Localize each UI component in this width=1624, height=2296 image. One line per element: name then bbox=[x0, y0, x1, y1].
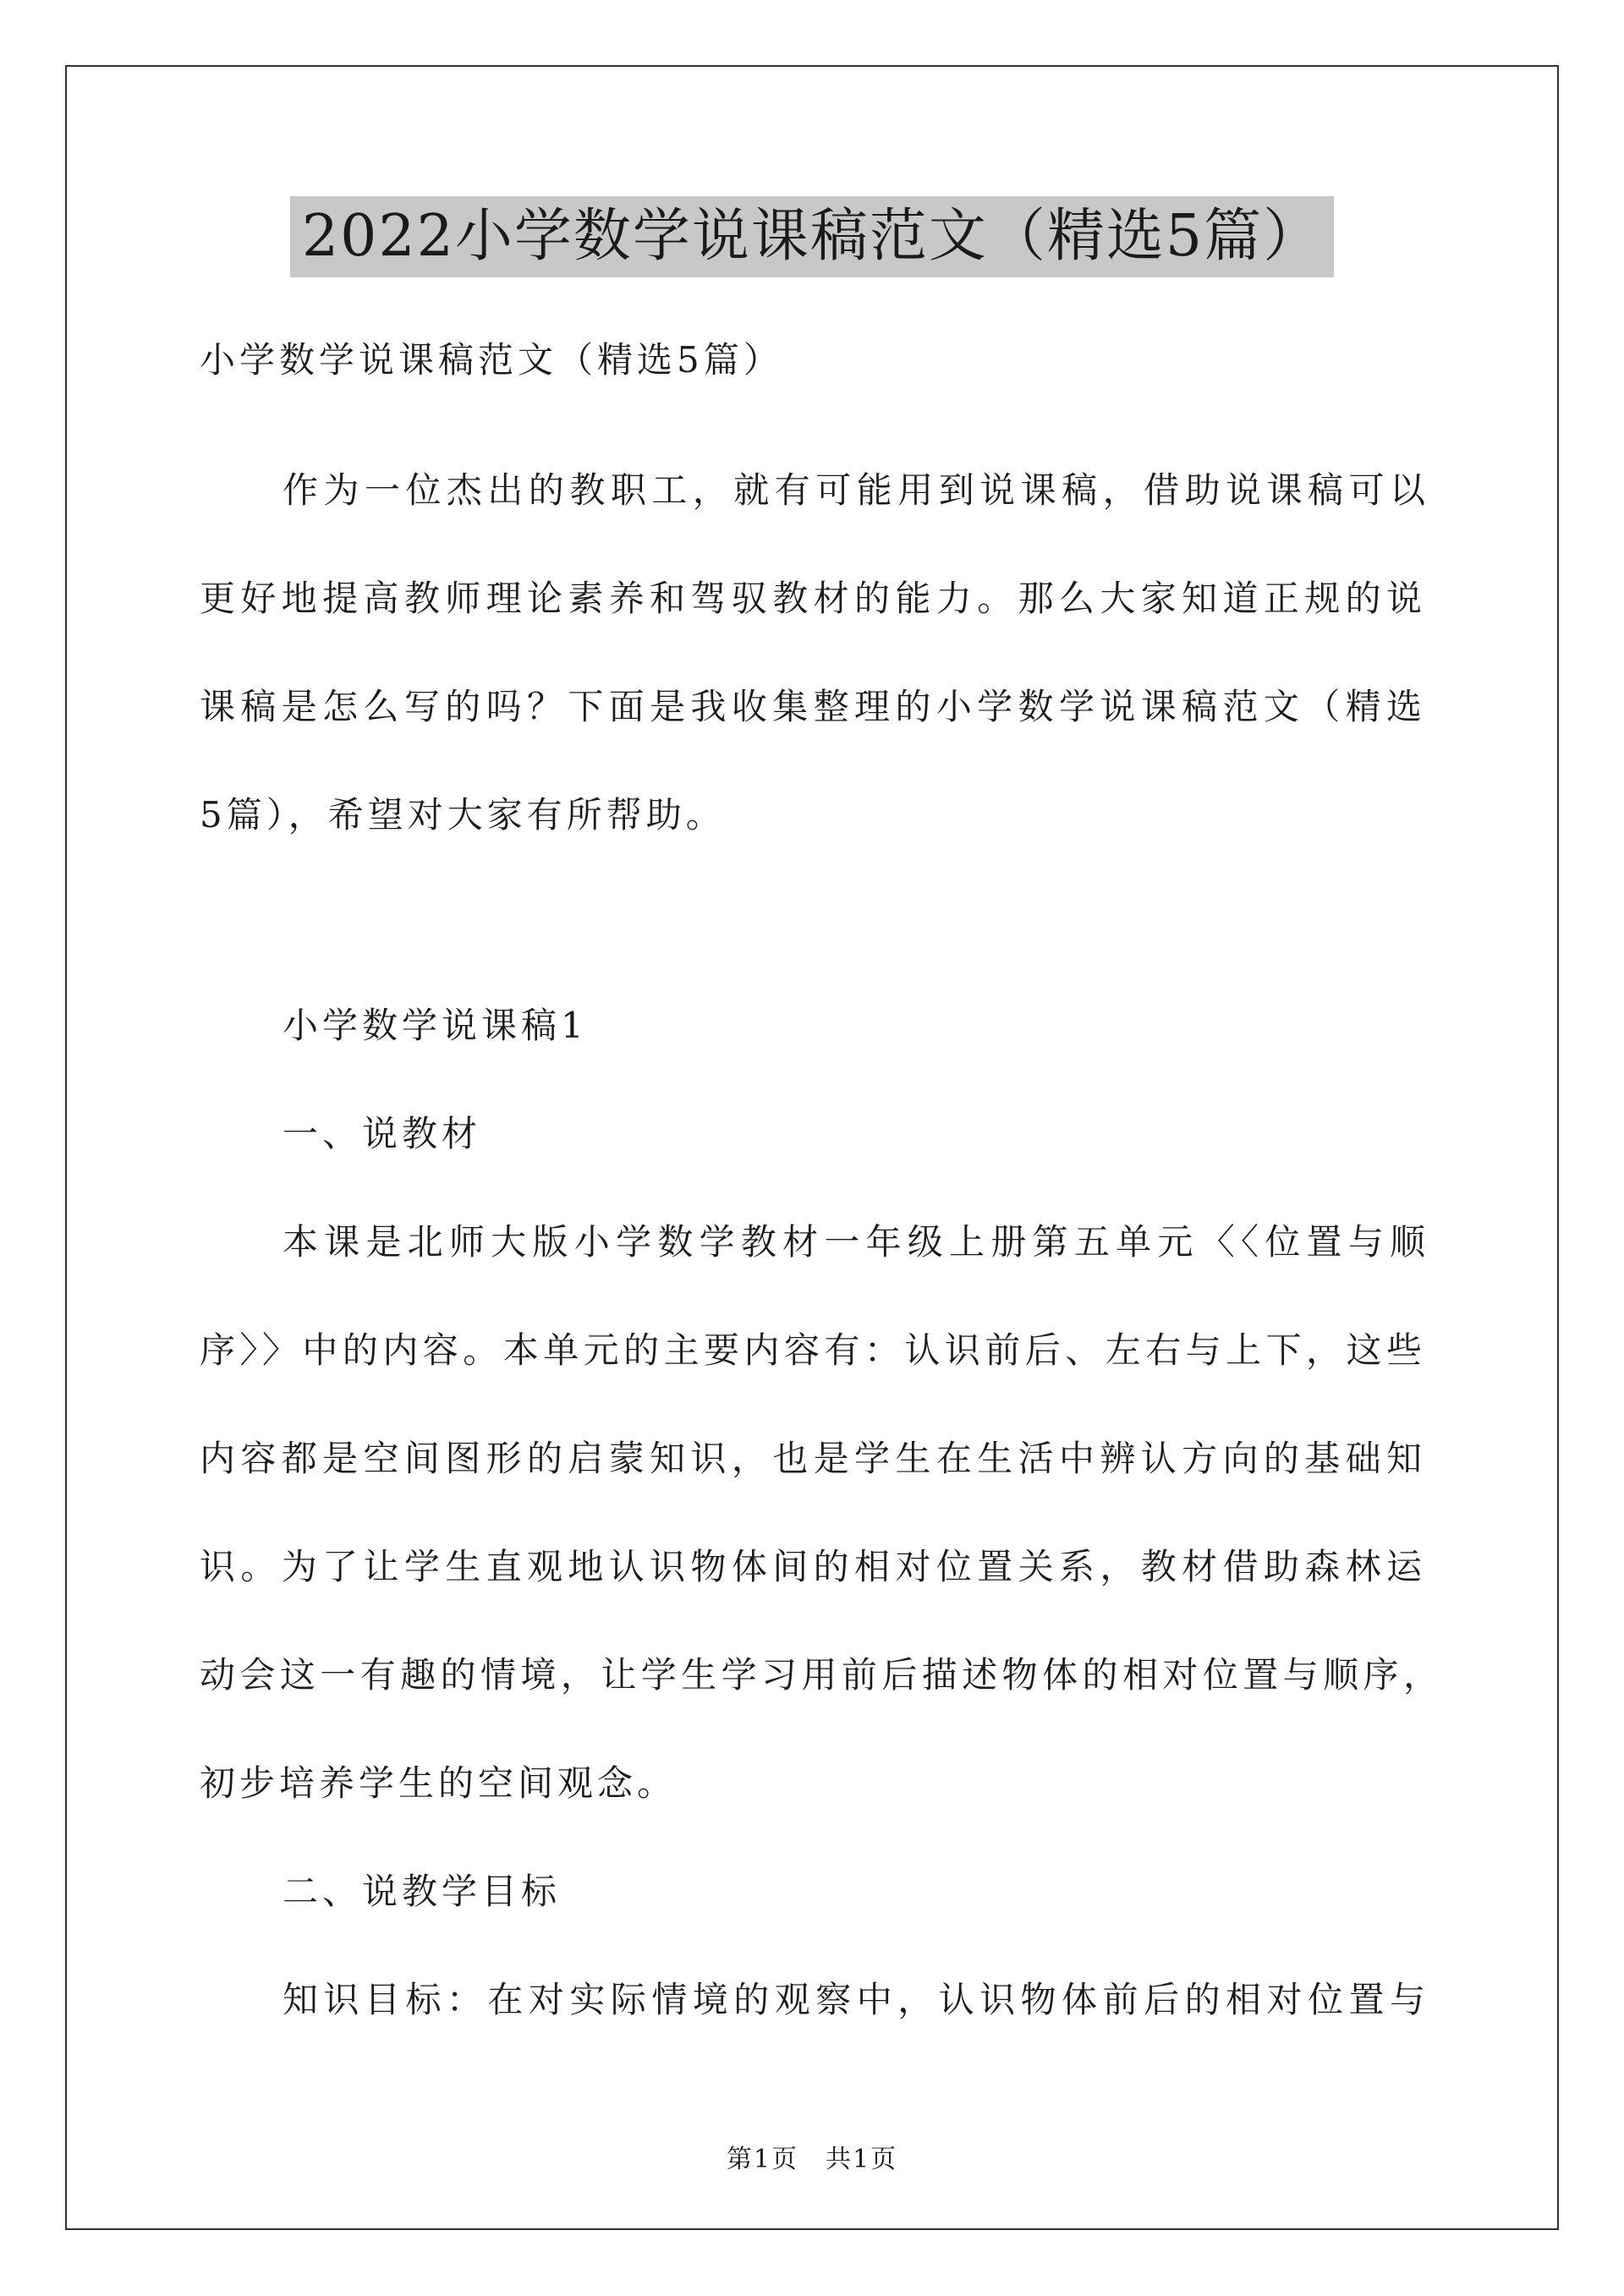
paragraph-line: 作为一位杰出的教职工，就有可能用到说课稿，借助说课稿可以 bbox=[283, 469, 1429, 511]
section-heading: 二、说教学目标 bbox=[283, 1871, 562, 1912]
paragraph-line: 知识目标：在对实际情境的观察中，认识物体前后的相对位置与 bbox=[283, 1979, 1429, 2020]
document-subtitle: 小学数学说课稿范文（精选5篇） bbox=[200, 339, 783, 381]
paragraph-line: 5篇），希望对大家有所帮助。 bbox=[200, 794, 726, 836]
paragraph-line: 序〉〉中的内容。本单元的主要内容有：认识前后、左右与上下，这些 bbox=[200, 1329, 1426, 1371]
title-container bbox=[0, 196, 1624, 277]
paragraph-line: 动会这一有趣的情境，让学生学习用前后描述物体的相对位置与顺序， bbox=[200, 1654, 1443, 1696]
paragraph-line: 识。为了让学生直观地认识物体间的相对位置关系，教材借助森林运 bbox=[200, 1546, 1426, 1587]
section-heading: 小学数学说课稿1 bbox=[283, 1005, 588, 1046]
paragraph-line: 内容都是空间图形的启蒙知识，也是学生在生活中辨认方向的基础知 bbox=[200, 1438, 1426, 1479]
paragraph-line: 本课是北师大版小学数学教材一年级上册第五单元〈〈位置与顺 bbox=[283, 1221, 1429, 1263]
document-title: 2022小学数学说课稿范文（精选5篇） bbox=[290, 196, 1334, 277]
paragraph-line: 更好地提高教师理论素养和驾驭教材的能力。那么大家知道正规的说 bbox=[200, 578, 1426, 619]
paragraph-line: 课稿是怎么写的吗？下面是我收集整理的小学数学说课稿范文（精选 bbox=[200, 686, 1426, 727]
section-heading: 一、说教材 bbox=[283, 1113, 482, 1154]
paragraph-line: 初步培养学生的空间观念。 bbox=[200, 1762, 678, 1804]
page-footer: 第1页 共1页 bbox=[726, 2145, 898, 2174]
